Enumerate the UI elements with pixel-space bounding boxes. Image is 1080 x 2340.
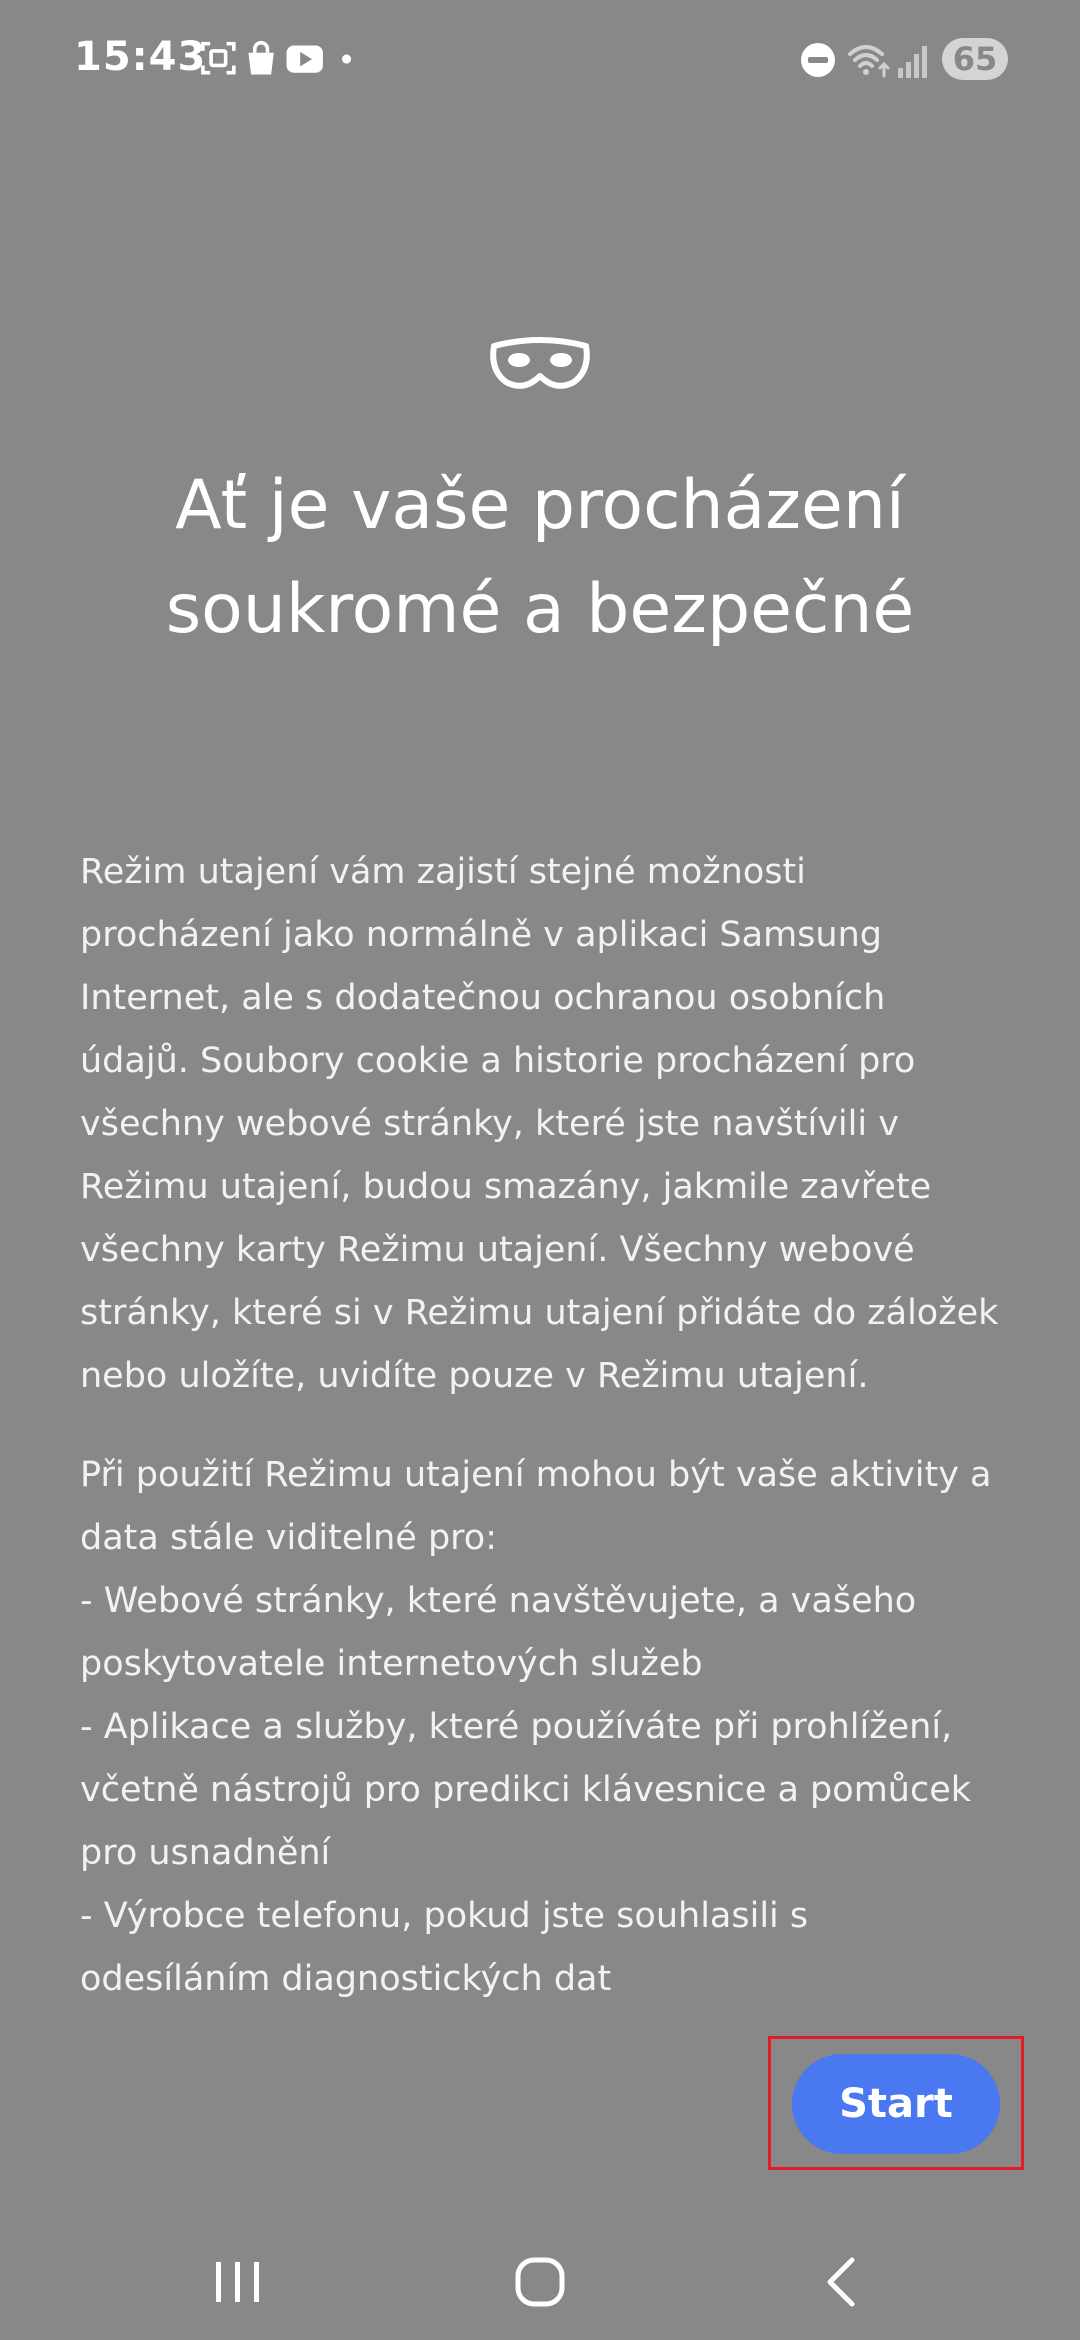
battery-indicator: 65 (942, 38, 1008, 80)
do-not-disturb-icon (801, 43, 835, 77)
description (80, 841, 1000, 2011)
notification-dot-icon (342, 55, 351, 64)
description-paragraph-1: Režim utajení vám zajistí stejné možnosti procházení jako normálně v aplikaci Samsung Internet, ale s dodatečnou ochranou osobních údajů. Soubory cookie a historie procházení pro všechny webové stránky, které jste navštívili v Režimu utajení, budou smazány, jakmile zavřete všechny karty Režimu utajení. Všechny webové stránky, které si v Režimu utajení přidáte do záložek nebo uložíte, uvidíte pouze v Režimu utajení. (80, 852, 999, 1396)
status-bar (0, 0, 1080, 120)
start-button[interactable]: Start (792, 2054, 1000, 2154)
youtube-icon (287, 45, 323, 72)
recents-icon[interactable] (198, 2250, 278, 2314)
status-left-icons (192, 40, 392, 80)
signal-icon (898, 46, 927, 78)
back-icon[interactable] (802, 2250, 882, 2314)
screenshot-icon (203, 44, 234, 73)
status-right-icons (800, 38, 936, 82)
home-icon[interactable] (500, 2250, 580, 2314)
mask-icon (486, 336, 594, 392)
description-paragraph-2: Při použití Režimu utajení mohou být vaše aktivity a data stále viditelné pro: - Webové stránky, které navštěvujete, a vašeho poskytovatele internetových služeb - Aplikace a služby, které používáte při prohlížení, včetně nástrojů pro predikci klávesnice a pomůcek pro usnadnění - Výrobce telefonu, pokud jste souhlasili s odesíláním diagnostických dat (80, 1455, 992, 1999)
wifi-icon (850, 47, 888, 76)
page-title: Ať je vaše procházení soukromé a bezpečné (165, 466, 915, 649)
shopping-bag-icon (248, 43, 273, 75)
navigation-bar (0, 2220, 1080, 2340)
status-time: 15:43 (74, 34, 207, 80)
